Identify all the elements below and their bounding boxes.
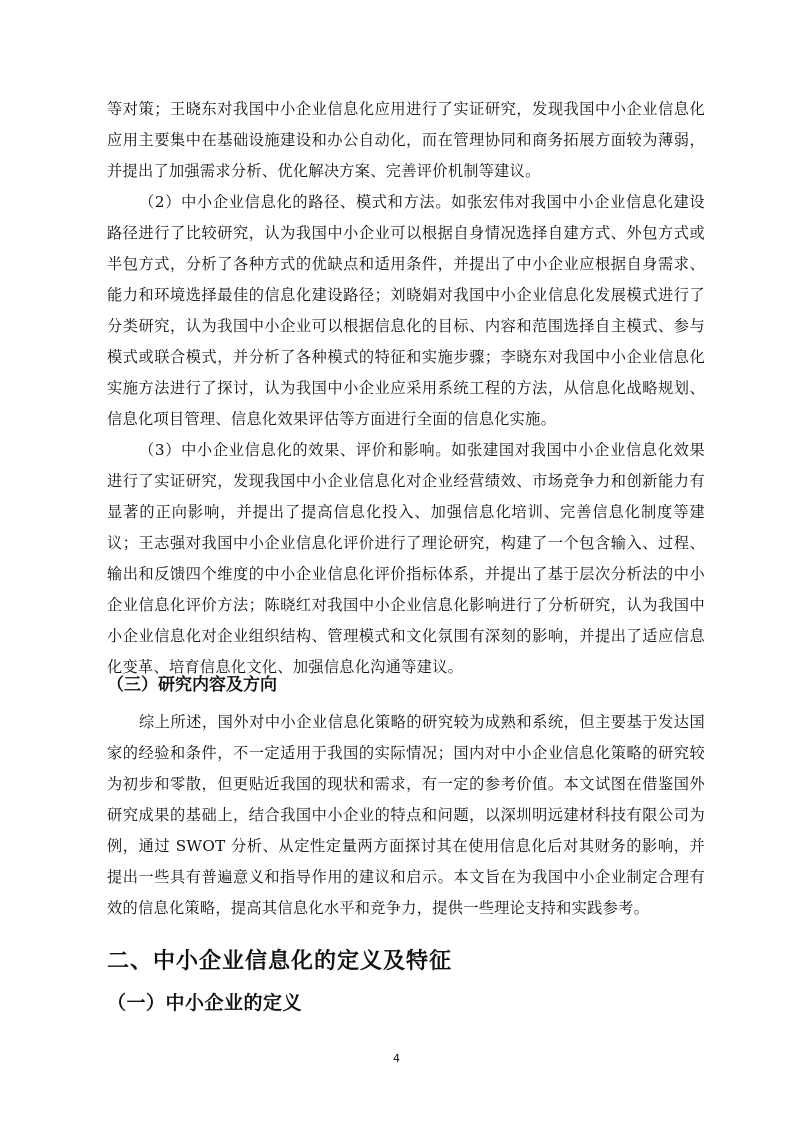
paragraph-effects-evaluation: （3）中小企业信息化的效果、评价和影响。如张建国对我国中小企业信息化效果进行了实证研究，发现我国中小企业信息化对企业经营绩效、市场竞争力和创新能力有显著的正向影响，并提出了提高信息化投入、加强信息化培训、完善信息化制度等建议；王志强对我国中小企业信息化评价进行了理论研究，构建了一个包含输入、过程、输出和反馈四个维度的中小企业信息化评价指标体系，并提出了基于层次分析法的中小企业信息化评价方法；陈晓红对我国中小企业信息化影响进行了分析研究，认为我国中小企业信息化对企业组织结构、管理模式和文化氛围有深刻的影响，并提出了适应信息化变革、培育信息化文化、加强信息化沟通等建议。: [107, 441, 705, 676]
subsection-heading-sme-definition: （一）中小企业的定义: [107, 992, 303, 1014]
paragraph-summary: 综上所述，国外对中小企业信息化策略的研究较为成熟和系统，但主要基于发达国家的经验和条件，不一定适用于我国的实际情况；国内对中小企业信息化策略的研究较为初步和零散，但更贴近我国的现状和需求，有一定的参考价值。本文试图在借鉴国外研究成果的基础上，结合我国中小企业的特点和问题，以深圳明远建材科技有限公司为例，通过 SWOT 分析、从定性定量两方面探讨其在使用信息化后对其财务的影响，并提出一些具有普遍意义和指导作用的建议和启示。本文旨在为我国中小企业制定合理有效的信息化策略，提高其信息化水平和竞争力，提供一些理论支持和实践参考。: [107, 713, 705, 917]
section-heading-research-content: （三）研究内容及方向: [107, 675, 277, 695]
paragraph-paths-models-methods: （2）中小企业信息化的路径、模式和方法。如张宏伟对我国中小企业信息化建设路径进行了比较研究，认为我国中小企业可以根据自身情况选择自建方式、外包方式或半包方式，分析了各种方式的优缺点和适用条件，并提出了中小企业应根据自身需求、能力和环境选择最佳的信息化建设路径；刘晓娟对我国中小企业信息化发展模式进行了分类研究，认为我国中小企业可以根据信息化的目标、内容和范围选择自主模式、参与模式或联合模式，并分析了各种模式的特征和实施步骤；李晓东对我国中小企业信息化实施方法进行了探讨，认为我国中小企业应采用系统工程的方法，从信息化战略规划、信息化项目管理、信息化效果评估等方面进行全面的信息化实施。: [107, 193, 705, 428]
page-number: 4: [393, 1052, 400, 1065]
chapter-heading-definition: 二、中小企业信息化的定义及特征: [107, 949, 453, 974]
paragraph-continuation: 等对策；王晓东对我国中小企业信息化应用进行了实证研究，发现我国中小企业信息化应用主要集中在基础设施建设和办公自动化，而在管理协同和商务拓展方面较为薄弱，并提出了加强需求分析、优化解决方案、完善评价机制等建议。: [107, 100, 705, 180]
